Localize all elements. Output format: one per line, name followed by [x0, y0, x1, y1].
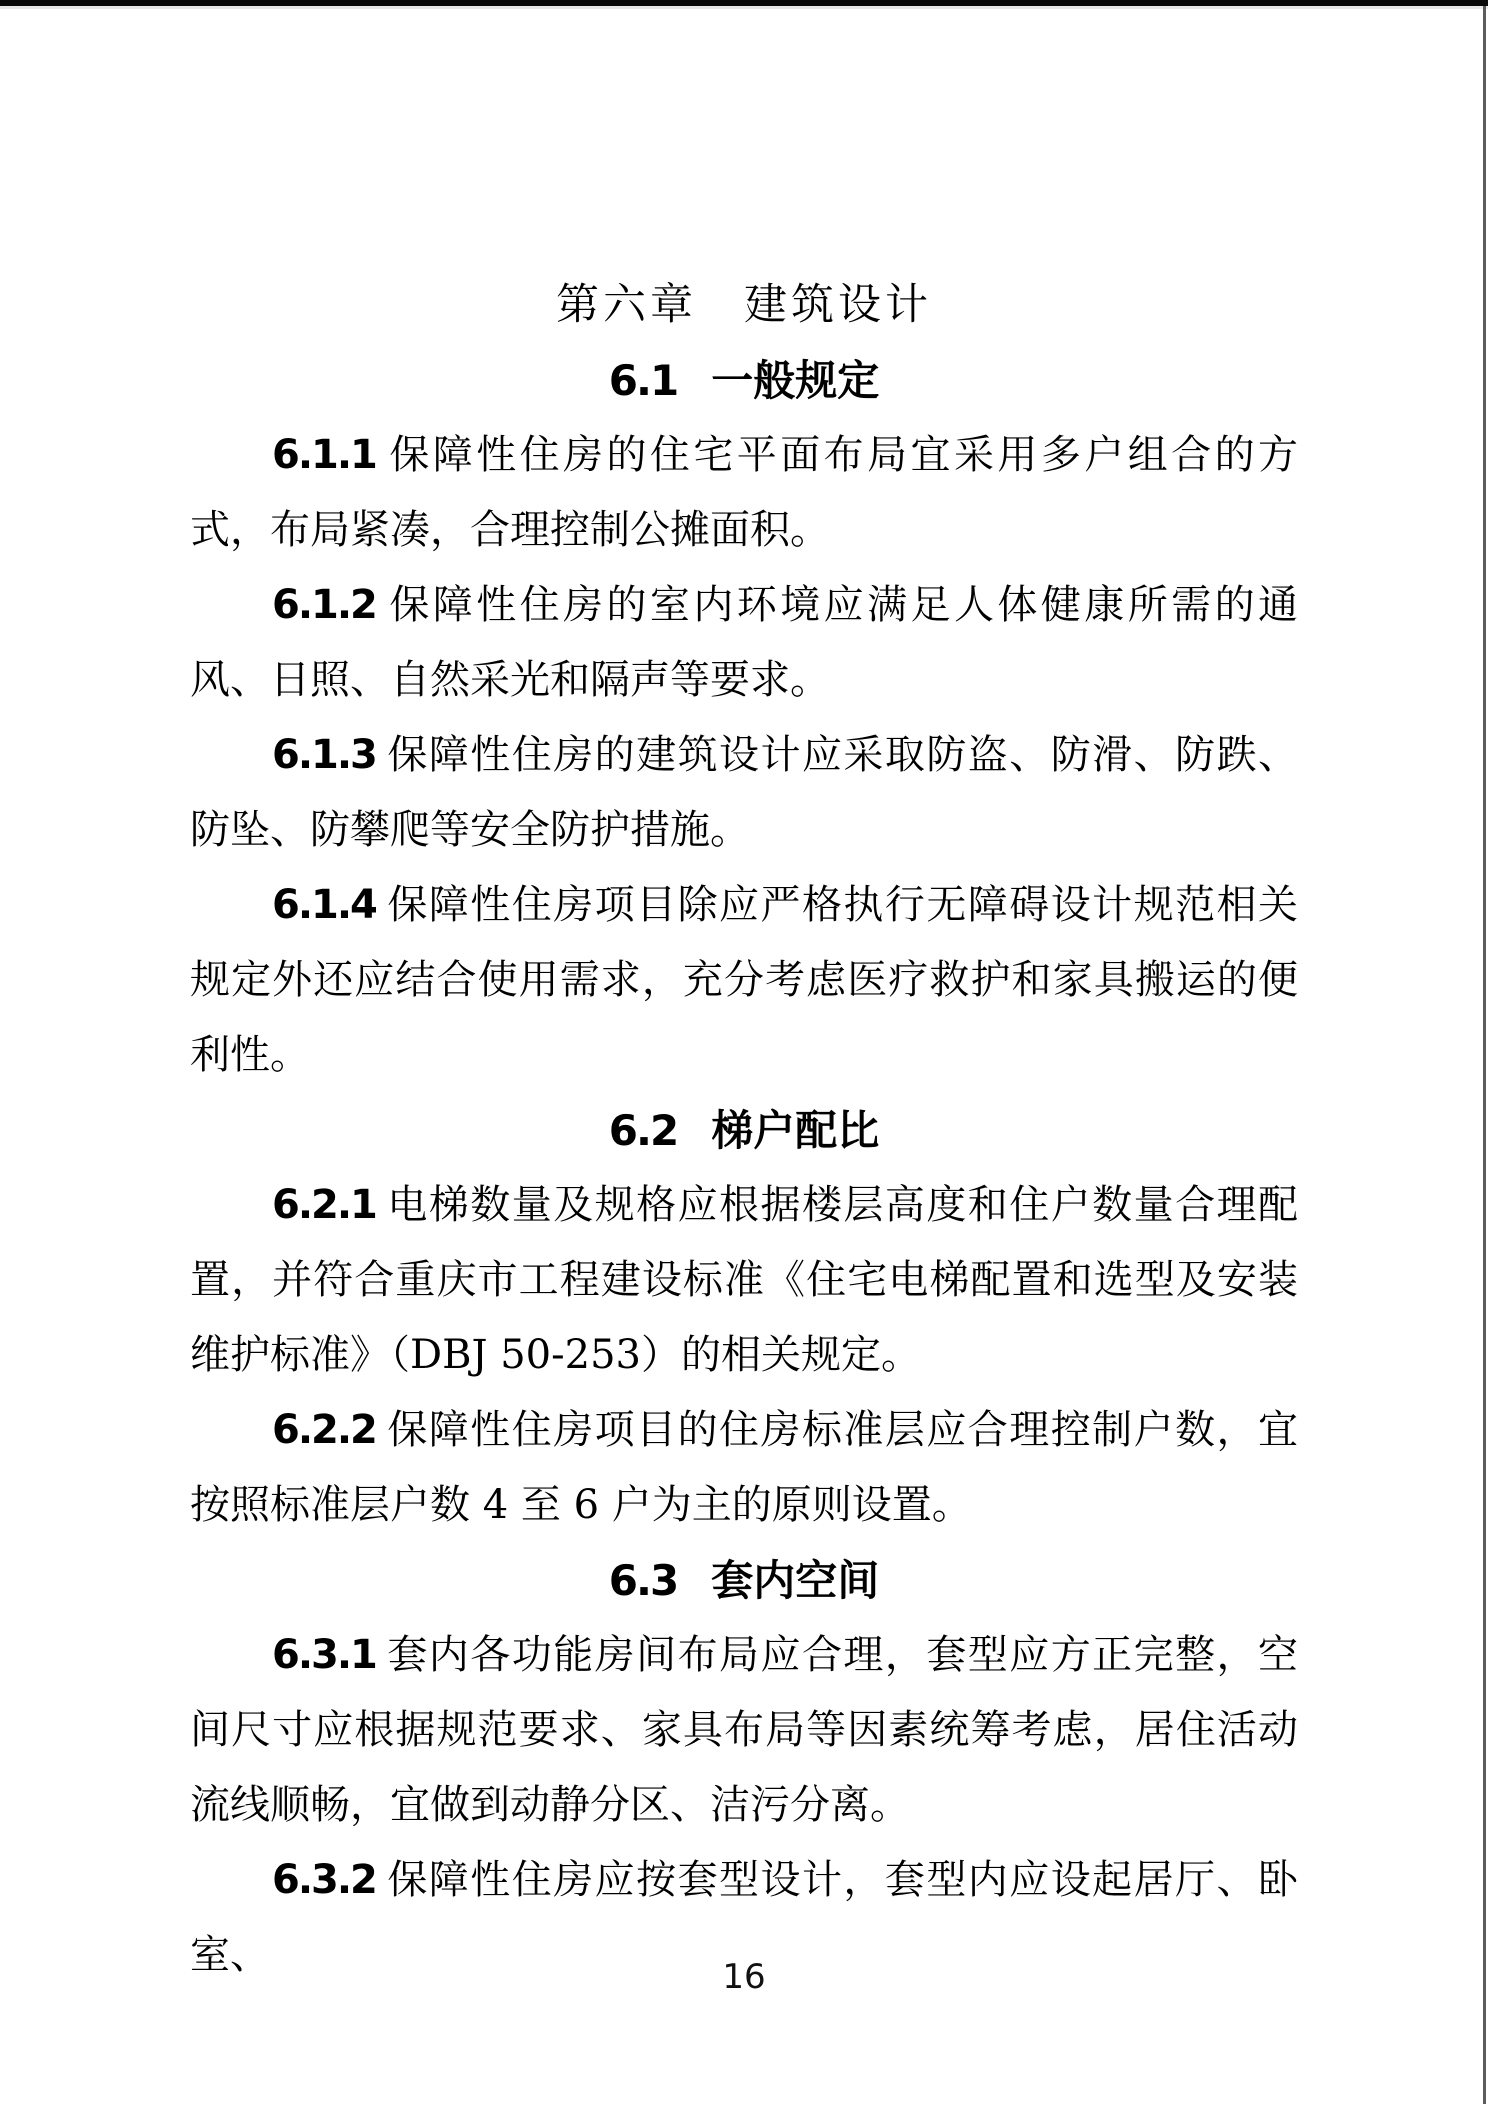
right-border-line: [1483, 6, 1486, 2104]
clause-text: 保障性住房项目除应严格执行无障碍设计规范相关规定外还应结合使用需求，充分考虑医疗救护和家具搬运的便利性。: [190, 882, 1298, 1078]
paragraph-6-1-3: [190, 718, 1298, 868]
clause-number: 6.1.2: [272, 582, 376, 628]
section-title: 梯户配比: [711, 1106, 880, 1155]
section-title: 一般规定: [711, 356, 880, 405]
paragraph-6-1-2: [190, 568, 1298, 718]
clause-text: 保障性住房的住宅平面布局宜采用多户组合的方式，布局紧凑，合理控制公摊面积。: [190, 432, 1298, 553]
clause-number: 6.2.1: [272, 1182, 376, 1228]
top-border-bar: [0, 0, 1488, 9]
clause-number: 6.3.1: [272, 1632, 376, 1678]
paragraph-6-1-4: [190, 868, 1298, 1093]
section-title: 套内空间: [711, 1556, 880, 1605]
clause-text: 保障性住房的室内环境应满足人体健康所需的通风、日照、自然采光和隔声等要求。: [190, 582, 1298, 703]
clause-text: 保障性住房的建筑设计应采取防盗、防滑、防跌、防坠、防攀爬等安全防护措施。: [190, 732, 1298, 853]
page-number: 16: [722, 1957, 766, 1997]
chapter-title: 第六章 建筑设计: [556, 280, 932, 330]
section-heading-6-3: [190, 1543, 1298, 1618]
section-heading-6-1: [190, 343, 1298, 418]
clause-number: 6.1.1: [272, 432, 376, 478]
paragraph-6-2-1: [190, 1168, 1298, 1393]
paragraph-6-1-1: [190, 418, 1298, 568]
clause-number: 6.2.2: [272, 1407, 376, 1453]
clause-number: 6.3.2: [272, 1857, 376, 1903]
section-number: 6.2: [608, 1106, 678, 1155]
clause-text: 保障性住房应按套型设计，套型内应设起居厅、卧室、: [190, 1857, 1298, 1978]
section-number: 6.3: [608, 1556, 678, 1605]
paragraph-6-3-1: [190, 1618, 1298, 1843]
page-content: [190, 268, 1298, 1993]
clause-text: 电梯数量及规格应根据楼层高度和住户数量合理配置，并符合重庆市工程建设标准《住宅电梯配置和选型及安装维护标准》（DBJ 50-253）的相关规定。: [190, 1182, 1298, 1378]
section-heading-6-2: [190, 1093, 1298, 1168]
clause-text: 套内各功能房间布局应合理，套型应方正完整，空间尺寸应根据规范要求、家具布局等因素统筹考虑，居住活动流线顺畅，宜做到动静分区、洁污分离。: [190, 1632, 1298, 1828]
clause-number: 6.1.4: [272, 882, 376, 928]
paragraph-6-2-2: [190, 1393, 1298, 1543]
clause-number: 6.1.3: [272, 732, 376, 778]
clause-text: 保障性住房项目的住房标准层应合理控制户数，宜按照标准层户数 4 至 6 户为主的原则设置。: [190, 1407, 1298, 1528]
section-number: 6.1: [608, 356, 678, 405]
